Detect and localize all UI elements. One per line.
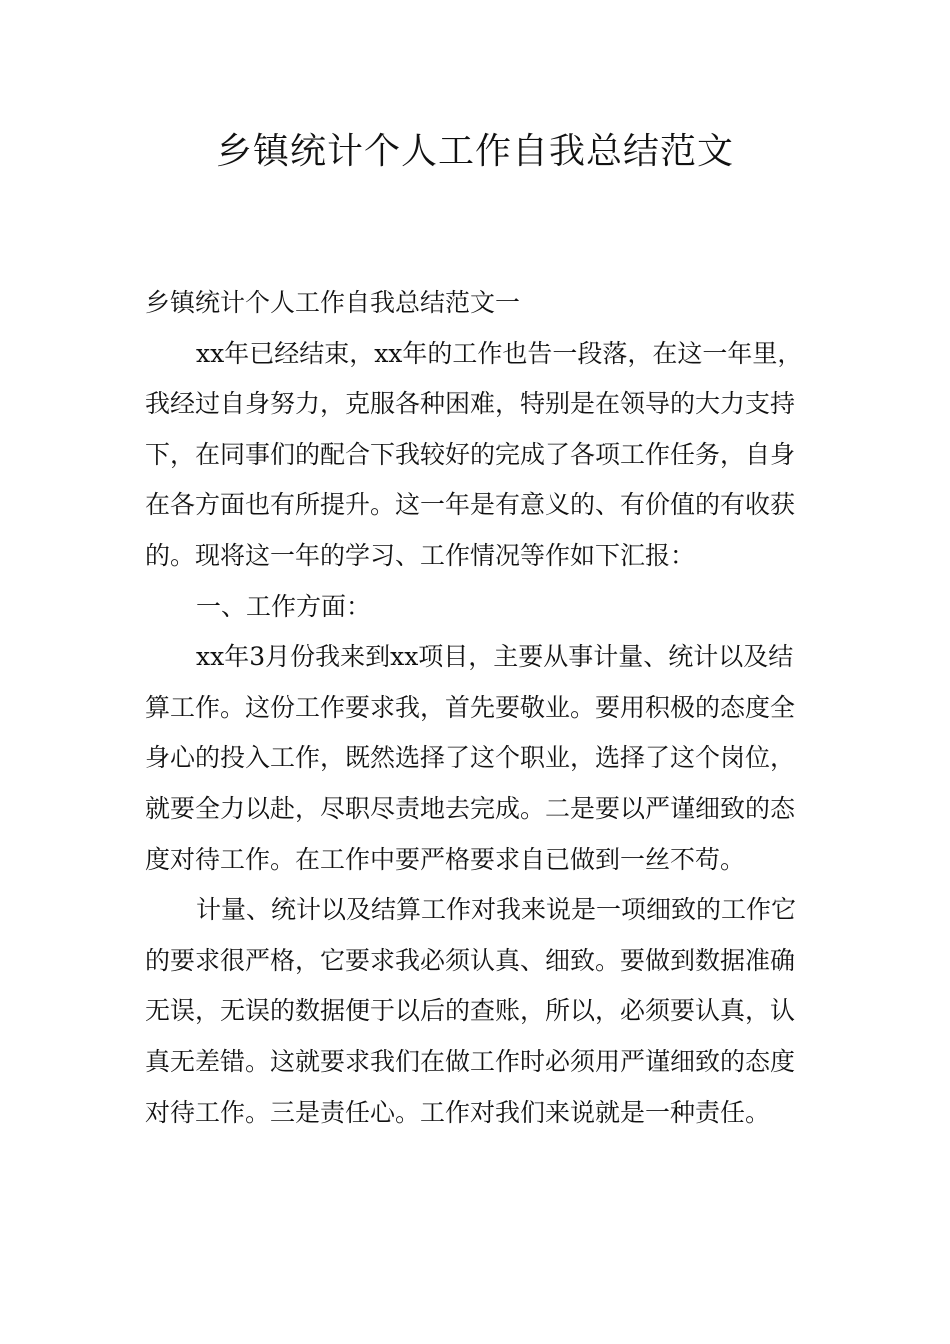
paragraph-intro: xx年已经结束，xx年的工作也告一段落，在这一年里，我经过自身努力，克服各种困难，特别是在领导的大力支持下，在同事们的配合下我较好的完成了各项工作任务，自身在各方面也有所提升。这一年是有意义的、有价值的有收获的。现将这一年的学习、工作情况等作如下汇报： xyxy=(145,338,803,570)
paragraph-work-heading: 一、工作方面： xyxy=(196,591,372,621)
section-heading: 乡镇统计个人工作自我总结范文一 xyxy=(145,288,521,317)
document-title: 乡镇统计个人工作自我总结范文 xyxy=(215,131,734,172)
paragraph-work-detail: xx年3月份我来到xx项目，主要从事计量、统计以及结算工作。这份工作要求我，首先要敬业。要用积极的态度全身心的投入工作，既然选择了这个职业，选择了这个岗位，就要全力以赴，尽职尽责地去完成。二是要以严谨细致的态度对待工作。在工作中要严格要求自已做到一丝不苟。 xyxy=(145,642,796,874)
document-body xyxy=(145,278,817,1138)
paragraph-statistics: 计量、统计以及结算工作对我来说是一项细致的工作它的要求很严格，它要求我必须认真、细致。要做到数据准确无误，无误的数据便于以后的查账，所以，必须要认真，认真无差错。这就要求我们在做工作时必须用严谨细致的态度对待工作。三是责任心。工作对我们来说就是一种责任。 xyxy=(145,895,797,1127)
